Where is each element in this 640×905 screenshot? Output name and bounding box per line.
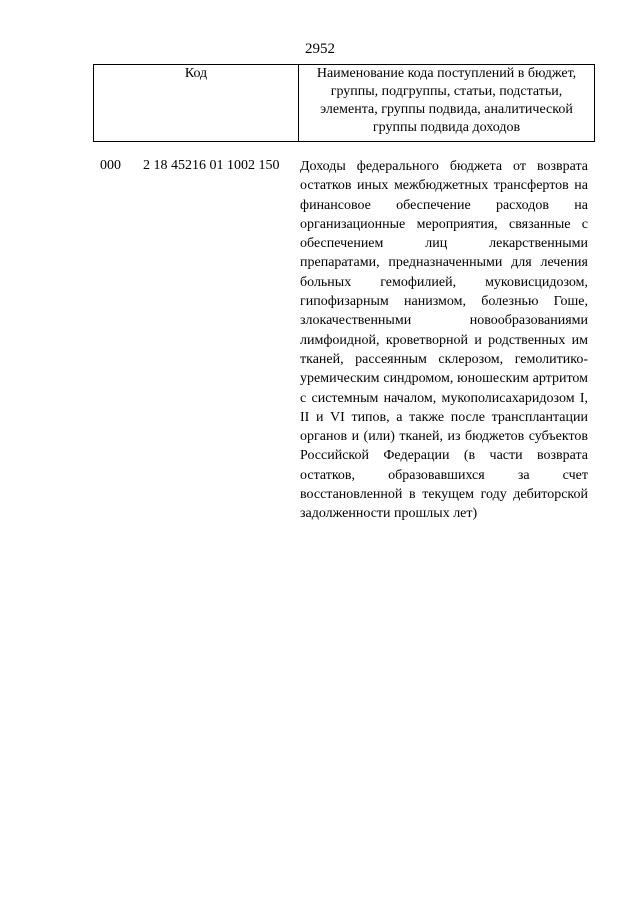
page-number: 2952 <box>305 41 335 57</box>
header-table <box>93 64 595 142</box>
admin-code: 000 <box>100 158 121 173</box>
header-name-cell: Наименование кода поступлений в бюджет, группы, подгруппы, статьи, подстатьи, элемента, группы подвида, аналитической группы подвида доходов <box>299 65 595 142</box>
header-code-cell: Код <box>94 65 299 142</box>
code-description: Доходы федерального бюджета от возврата остатков иных межбюджетных трансфертов на финансовое обеспечение расходов на организационные мероприятия, связанные с обеспечением лиц лекарственными препаратами, предназначенными для лечения больных гемофилией, муковисцидозом, гипофизарным нанизмом, болезнью Гоше, злокачественными новообразованиями лимфоидной, кроветворной и родственных им тканей, рассеянным склерозом, гемолитико-уремическим синдромом, юношеским артритом с системным началом, мукополисахаридозом I, II и VI типов, а также после трансплантации органов и (или) тканей, из бюджетов субъектов Российской Федерации (в части возврата остатков, образовавшихся за счет восстановленной в текущем году дебиторской задолженности прошлых лет) <box>300 159 588 522</box>
budget-code: 2 18 45216 01 1002 150 <box>143 158 280 173</box>
header-row <box>94 65 595 142</box>
